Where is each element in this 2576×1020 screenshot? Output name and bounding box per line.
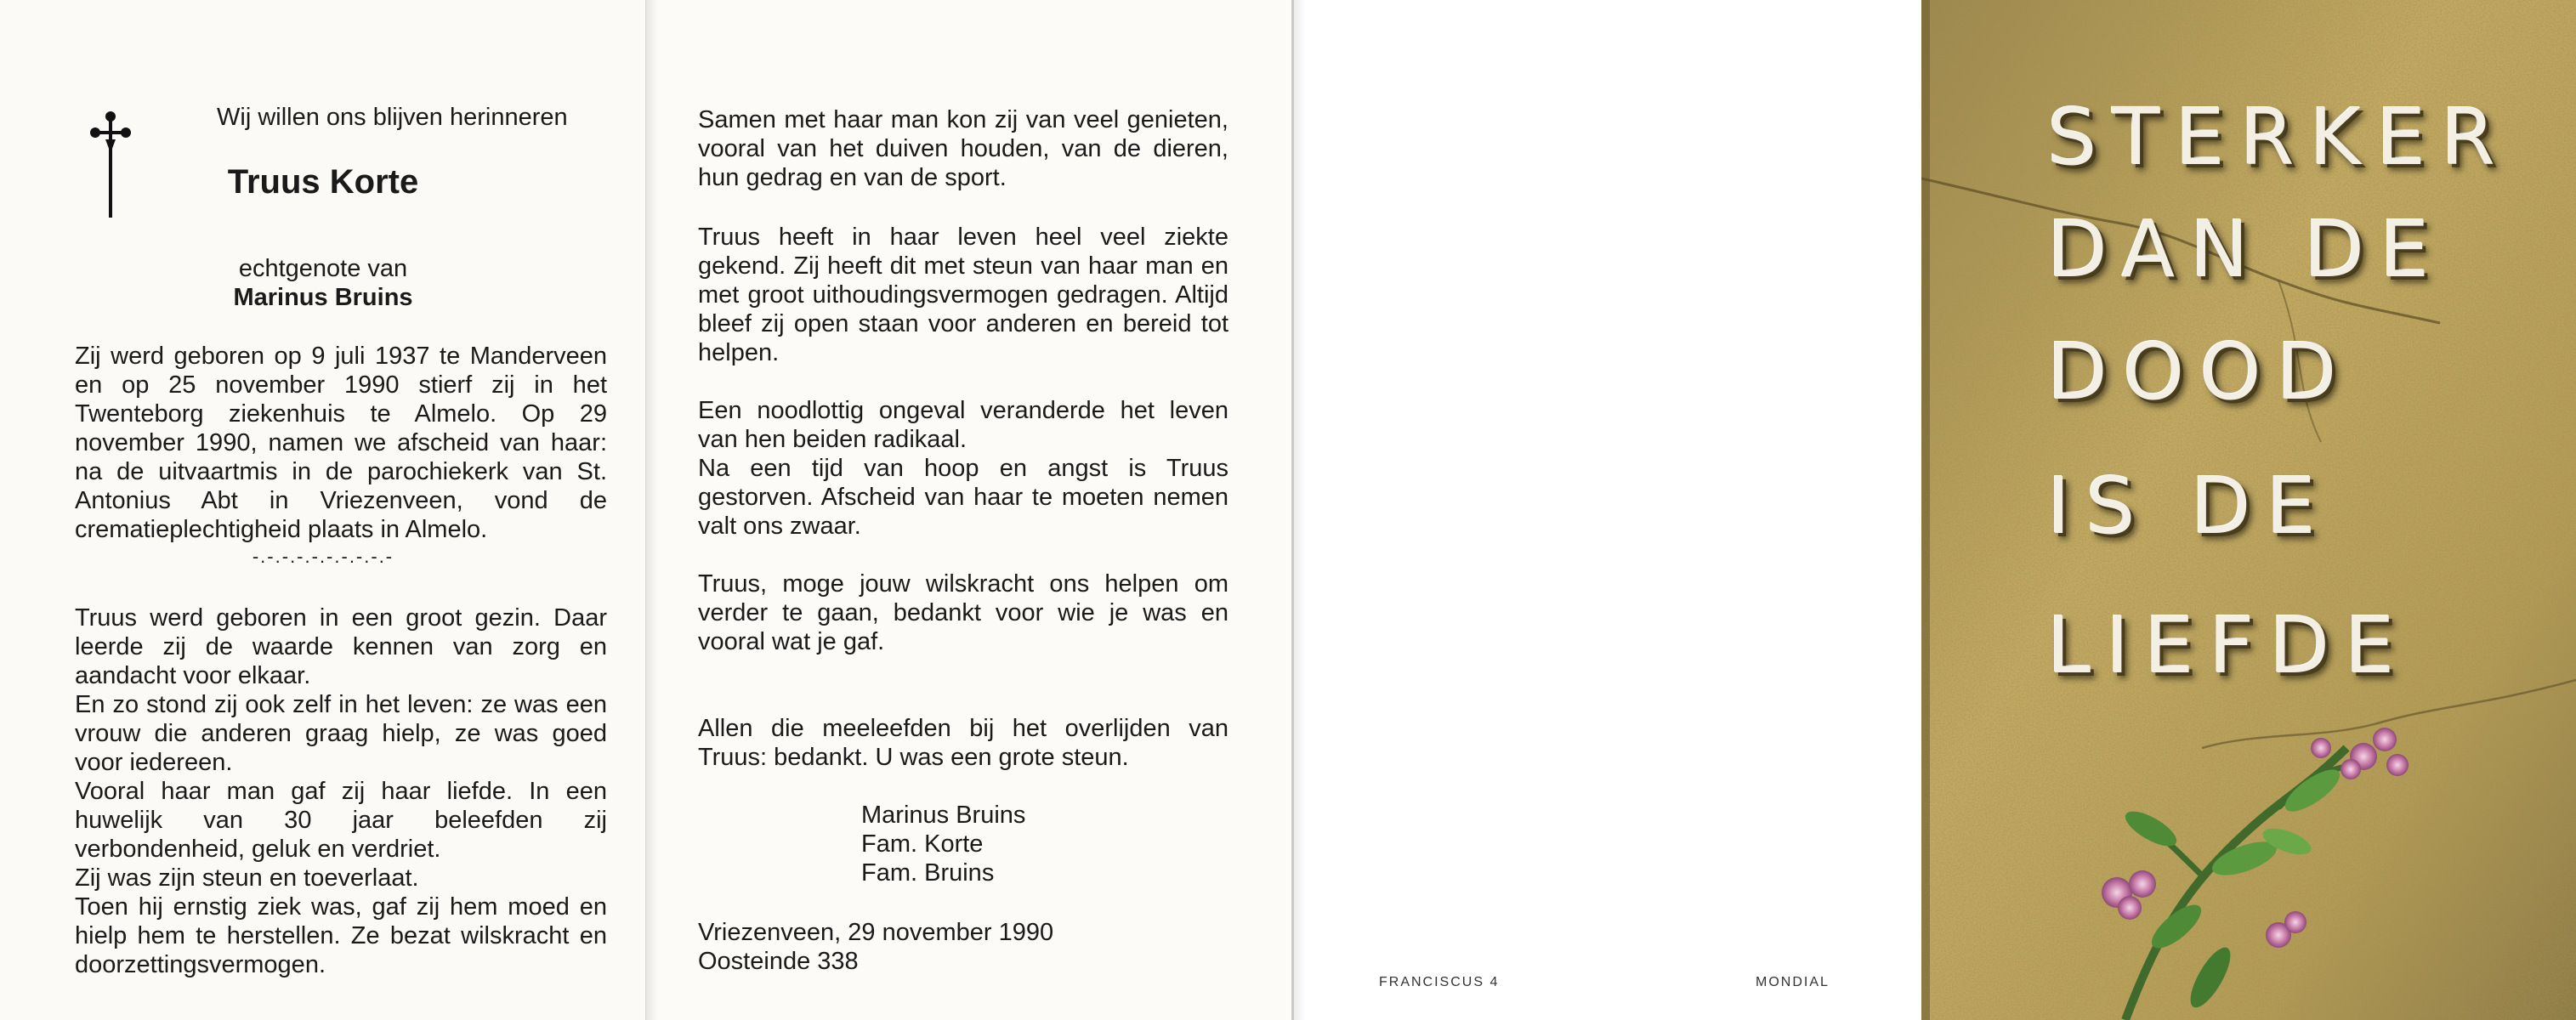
biography-line: En zo stond zij ook zelf in het leven: ze was een vrouw die anderen graag hielp, ze was goed voor iedereen.: [75, 691, 607, 776]
biography-line: Vooral haar man gaf zij haar liefde. In een huwelijk van 30 jaar beleefden zij verbondenheid, geluk en verdriet.: [75, 778, 607, 863]
signers-list: [861, 801, 1025, 887]
place-date: Vriezenveen, 29 november 1990: [698, 919, 1054, 946]
biography-line: Zij was zijn steun en toeverlaat.: [75, 864, 419, 892]
cover-title-line: IS DE: [2047, 461, 2331, 552]
cover-title-line: DOOD: [2047, 326, 2352, 417]
panel-back: [1292, 0, 1921, 1020]
spouse-name: Marinus Bruins: [233, 284, 413, 311]
imprint-publisher: MONDIAL: [1756, 975, 1830, 989]
signer: Marinus Bruins: [861, 802, 1026, 829]
deceased-name: Truus Korte: [227, 163, 419, 201]
biography-paragraph: [75, 604, 607, 979]
signer: Fam. Korte: [861, 830, 984, 858]
spouse-label: echtgenote van: [238, 255, 408, 282]
panel-left: [0, 0, 646, 1020]
paragraph-hobbies: Samen met haar man kon zij van veel genieten, vooral van het duiven houden, van de dieren, hun gedrag en van de sport.: [698, 106, 1228, 191]
biography-line: Toen hij ernstig ziek was, gaf zij hem moed en hielp hem te herstellen. Ze bezat wilskracht en doorzettingsvermogen.: [75, 893, 607, 978]
intro-text: Wij willen ons blijven herinneren: [217, 104, 568, 131]
accident-line: Een noodlottig ongeval veranderde het leven van hen beiden radikaal.: [698, 397, 1228, 453]
biography-line: Truus werd geboren in een groot gezin. Daar leerde zij de waarde kennen van zorg en aandacht voor elkaar.: [75, 604, 607, 689]
accident-line: Na een tijd van hoop en angst is Truus gestorven. Afscheid van haar te moeten nemen valt ons zwaar.: [698, 455, 1228, 540]
life-dates-paragraph: Zij werd geboren op 9 juli 1937 te Manderveen en op 25 november 1990 stierf zij in het Twenteborg ziekenhuis te Almelo. Op 29 november 1990, namen we afscheid van haar: na de uitvaartmis in de parochiekerk van St. Antonius Abt in Vriezenveen, vond de crematieplechtigheid plaats in Almelo.: [75, 343, 607, 543]
signer: Fam. Bruins: [861, 859, 995, 887]
address: Oosteinde 338: [698, 948, 859, 975]
paragraph-farewell: Truus, moge jouw wilskracht ons helpen om verder te gaan, bedankt voor wie je was en vooral wat je gaf.: [698, 570, 1228, 655]
cover-title-line: STERKER: [2047, 92, 2511, 183]
separator: -.-.-.-.-.-.-.-.-.-: [252, 546, 394, 567]
paragraph-thanks: Allen die meeleefden bij het overlijden van Truus: bedankt. U was een grote steun.: [698, 715, 1228, 771]
imprint-series: FRANCISCUS 4: [1379, 975, 1500, 989]
place-date-block: [698, 918, 1053, 976]
panel-cover: [1921, 0, 2576, 1020]
paragraph-illness: Truus heeft in haar leven heel veel ziekte gekend. Zij heeft dit met steun van haar man en met groot uithoudingsvermogen gedragen. Altijd bleef zij open staan voor anderen en bereid tot helpen.: [698, 224, 1228, 366]
paragraph-accident: [698, 396, 1228, 541]
cover-title-line: LIEFDE: [2047, 600, 2410, 691]
cover-title-line: DAN DE: [2047, 204, 2445, 295]
